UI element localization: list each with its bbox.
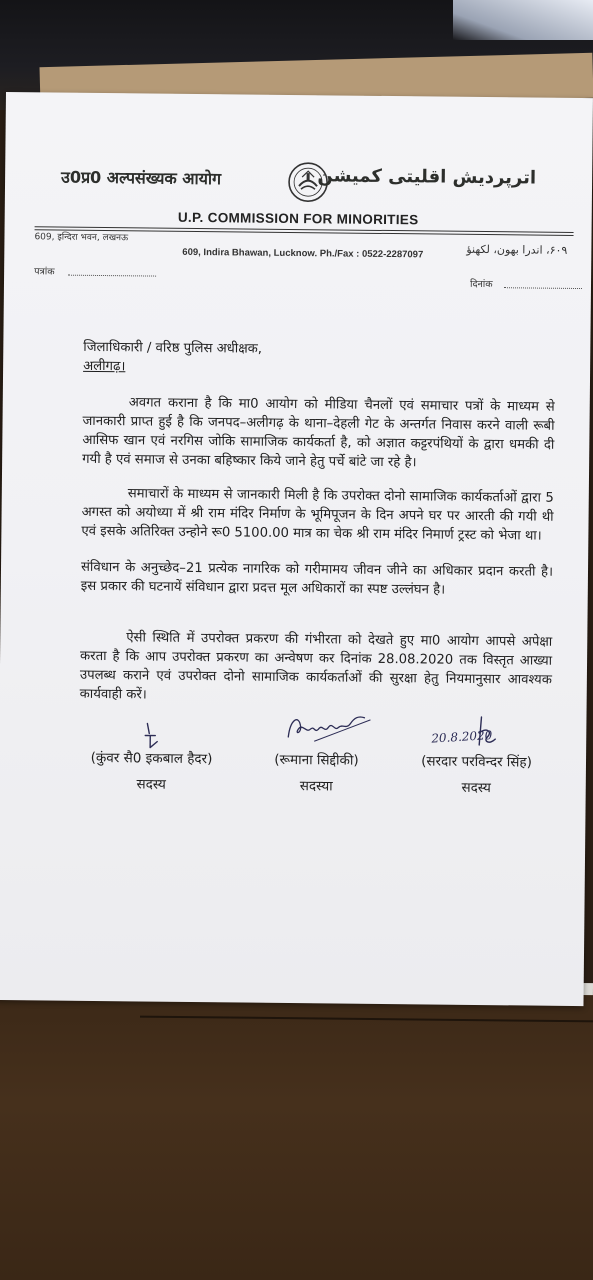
signatory-name: (कुंवर सै0 इकबाल हैदर): [90, 749, 213, 768]
signatory-1: [69, 748, 234, 794]
background-glare: [453, 0, 593, 40]
letterhead-english-name: U.P. COMMISSION FOR MINORITIES: [177, 209, 419, 228]
letter-page: [0, 92, 593, 1006]
signatory-3: [394, 751, 559, 797]
letter-paragraph: समाचारों के माध्यम से जानकारी मिली है कि उपरोक्त दोनो सामाजिक कार्यकर्ताओं द्वारा 5 अगस्त को अयोध्या में श्री राम मंदिर निर्माण के भूमिपूजन के दिन अपने घर पर आरती की गयी थी एवं इसके अतिरिक्त उन्होने रू0 5100.00 मात्र का चेक श्री राम मंदिर निमार्ण ट्रस्ट को भेजा था।: [81, 486, 554, 544]
address-hindi: 609, इन्दिरा भवन, लखनऊ: [34, 232, 129, 244]
addressee-line: जिलाधिकारी / वरिष्ठ पुलिस अधीक्षक,: [83, 339, 263, 357]
addressee-line: अलीगढ़।: [83, 358, 126, 375]
reference-blank-line: [68, 275, 156, 277]
letter-paragraph: संविधान के अनुच्छेद–21 प्रत्येक नागरिक को गरीमामय जीवन जीने का अधिकार प्रदान करती है। इस प्रकार की घटनायें संविधान द्वारा प्रदत्त मूल अधिकारों का स्पष्ट उल्लंघन है।: [80, 559, 554, 598]
letterhead-hindi-name: उ0प्र0 अल्पसंख्यक आयोग: [61, 167, 222, 189]
signatory-role: सदस्या: [299, 778, 333, 795]
handwritten-date: 20.8.2020: [430, 728, 493, 746]
signatory-2: [254, 750, 379, 795]
signatory-role: सदस्य: [136, 776, 167, 793]
signature-1-scribble: [141, 721, 165, 749]
letter-paragraph: अवगत कराना है कि मा0 आयोग को मीडिया चैनलों एवं समाचार पत्रों के माध्यम से जानकारी प्राप्त हुई है कि जनपद–अलीगढ़ के थाना–देहली गेट के अन्तर्गत निवास करने वाली रूबी आसिफ खान एवं नरगिस जोकि सामाजिक कार्यकर्ता है, को अज्ञात कट्टरपंथियों के द्वारा धमकी दी गयी है एवं समाज से उनका बहिष्कार किये जाने हेतु पर्चे बांटे जा रहे है।: [82, 395, 555, 471]
date-blank-line: [504, 287, 582, 289]
reference-label: पत्रांक: [34, 266, 55, 278]
signature-2-scribble: [284, 707, 374, 748]
signatory-role: सदस्य: [461, 779, 492, 797]
signatory-name: (सरदार परविन्दर सिंह): [421, 753, 532, 771]
letter-paragraph: ऐसी स्थिति में उपरोक्त प्रकरण की गंभीरता को देखते हुए मा0 आयोग आपसे अपेक्षा करता है कि आप उपरोक्त प्रकरण का अन्वेषण कर दिनांक 28.08.2020 तक विस्तृत आख्या उपलब्ध कराने एवं उपरोक्त दोनो सामाजिक कार्यकर्ताओं की सुरक्षा हेतु नियमानुसार आवश्यक कार्यवाही करें।: [79, 630, 553, 703]
background-table: [0, 985, 593, 1280]
date-label: दिनांक: [469, 278, 493, 291]
address-urdu: ۶۰۹، اندرا بھون، لکھنؤ: [466, 242, 568, 257]
letterhead-urdu-name: اترپردیش اقلیتی کمیشن: [317, 165, 537, 189]
signatory-name: (रूमाना सिद्दीकी): [274, 751, 359, 769]
addressee-block: [83, 338, 262, 378]
address-english: 609, Indira Bhawan, Lucknow. Ph./Fax : 0522-2287097: [182, 246, 424, 261]
